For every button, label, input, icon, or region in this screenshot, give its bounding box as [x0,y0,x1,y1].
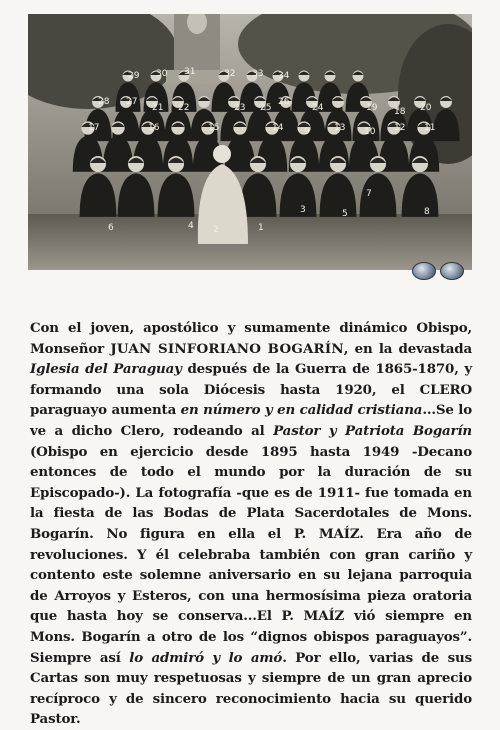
emphasis: lo admiró y lo amó [129,649,283,666]
figure-number: 12 [394,123,406,133]
text-part: después de la Guerra de 1865-1870, y formando una sola Diócesis hasta 1920, el CLERO paraguayo aumenta [30,361,472,419]
figure-number: 15 [208,123,220,133]
figure-number: 29 [128,71,140,81]
figure-number: 4 [188,221,194,231]
figure-number: 26 [278,97,290,107]
figure-number: 14 [272,123,284,133]
figure-number: 13 [334,123,346,133]
figure-number: 33 [252,69,264,79]
emphasis: Iglesia del Paraguay [30,361,182,378]
figure-number: 34 [278,71,290,81]
figure-number: 28 [98,97,110,107]
figure-number: 5 [342,209,348,219]
figure-number: 24 [312,103,324,113]
figure-number: 22 [178,103,190,113]
historical-group-photo [28,14,472,270]
figure-number: 11 [424,123,436,133]
figure-number: 21 [152,103,164,113]
figure-number: 30 [156,69,168,79]
figure-number: 10 [364,127,376,137]
figure-number: 17 [88,123,100,133]
text-part: , en la devastada [343,340,472,357]
text-part: Con el joven, apostólico y sumamente dinámico Obispo, Monseñor [30,320,472,357]
figure-number: 16 [148,123,160,133]
figure-number: 1 [258,223,264,233]
figure-number: 20 [420,103,432,113]
text-part: (Obispo en ejercicio desde 1895 hasta 1949 -Decano entonces de todo el mundo por la duración de su Episcopado-). La fotografía -que es de 1911- fue tomada en la fiesta de las Bodas de Plata Sacerdotales de Mons. Bogarín. No figura en ella el P. MAÍZ. Era año de revoluciones. Y él celebraba también con gran cariño y contento este solemne aniversario en su lejana parroquia de Arroyos y Esteros, con una hermosísima pieza oratoria que hasta hoy se conserva...El P. MAÍZ vió siempre en Mons. Bogarín a otro de los “dignos obispos paraguayos”. Siempre así [30,443,472,666]
next-circle-icon[interactable] [440,262,464,280]
figure-number: 32 [224,69,236,79]
figure-number: 18 [394,107,406,117]
prev-circle-icon[interactable] [412,262,436,280]
emphasis: Pastor y Patriota Bogarín [273,422,472,439]
figure-number: 7 [366,189,372,199]
figure-number: 27 [126,97,138,107]
text-part: . Por ello, varias de sus Cartas son muy respetuosas y siempre de un gran aprecio recíproco y de sincero reconocimiento hacia su querido Pastor. [30,649,473,728]
figure-number: 19 [366,103,378,113]
figure-number: 2 [213,225,219,235]
figure-number: 31 [184,67,196,77]
emphasis: en número y en calidad cristiana [180,402,423,419]
figure-number: 9 [304,127,310,137]
nav-buttons [412,262,466,282]
figure-number: 3 [300,205,306,215]
body-text [30,318,472,730]
figure-number: 6 [108,223,114,233]
figure-number: 25 [260,103,272,113]
text-part: ...Se lo ve a dicho Clero, rodeando al [30,402,472,439]
bishop-name: JUAN SINFORIANO BOGARÍN [110,340,344,357]
figure-number: 23 [234,103,246,113]
photo-illustration [28,14,472,270]
figure-number: 8 [424,207,430,217]
